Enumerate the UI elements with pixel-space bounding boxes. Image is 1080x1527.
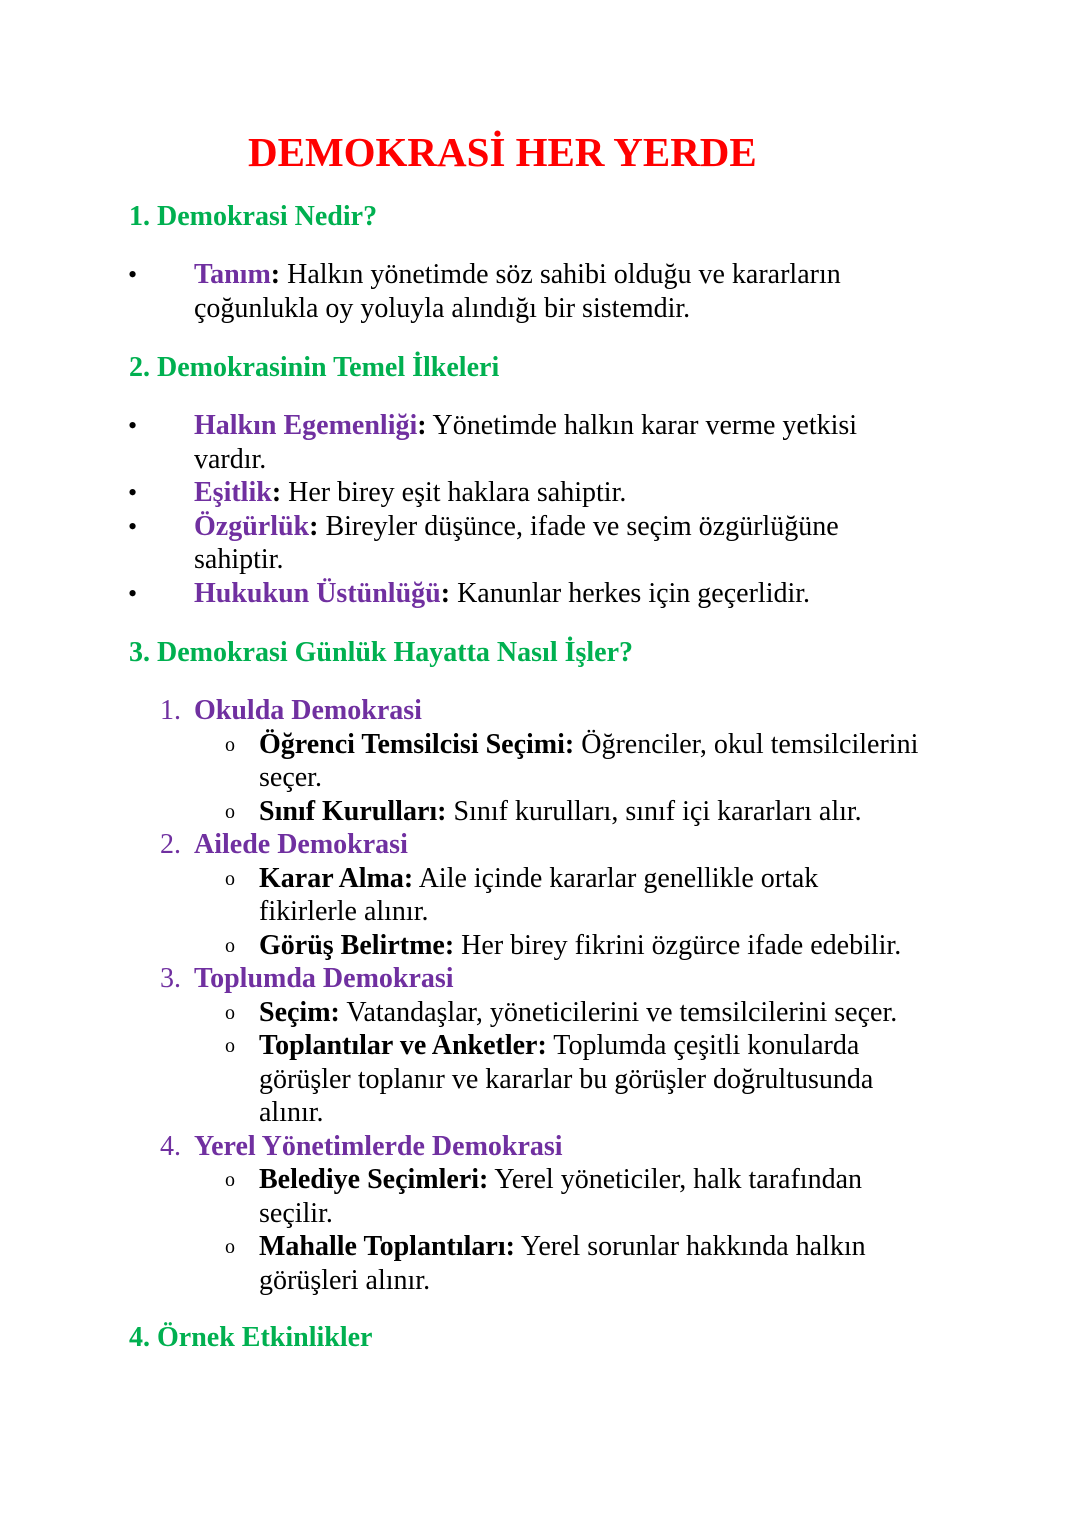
bullet-text: Halkın yönetimde söz sahibi olduğu ve kararların bbox=[280, 259, 841, 290]
bullet-icon: • bbox=[128, 578, 138, 608]
numbered-item bbox=[128, 962, 1028, 996]
section-3-list bbox=[128, 694, 1028, 1297]
circle-bullet-icon: o bbox=[225, 1236, 235, 1258]
circle-bullet-icon: o bbox=[225, 1169, 235, 1191]
sub-term: Mahalle Toplantıları: bbox=[259, 1231, 515, 1262]
sub-item bbox=[128, 1163, 1028, 1230]
sub-term: Seçim: bbox=[259, 996, 340, 1028]
sub-text: Öğrenciler, okul temsilcilerini bbox=[574, 728, 919, 760]
bullet-term: Hukukun Üstünlüğü bbox=[194, 577, 441, 609]
circle-bullet-icon: o bbox=[225, 733, 235, 756]
sub-text: Vatandaşlar, yöneticilerini ve temsilcilerini seçer. bbox=[339, 996, 898, 1028]
numbered-item bbox=[128, 828, 1028, 862]
sub-text-continued: görüşler toplanır ve kararlar bu görüşler doğrultusunda bbox=[259, 1063, 874, 1095]
sub-item bbox=[128, 929, 1028, 963]
item-title: Yerel Yönetimlerde Demokrasi bbox=[194, 1130, 563, 1162]
sub-term: Görüş Belirtme: bbox=[259, 929, 455, 961]
section-heading-1: 1. Demokrasi Nedir? bbox=[129, 201, 378, 232]
bullet-text-continued: sahiptir. bbox=[194, 544, 284, 575]
item-title: Okulda Demokrasi bbox=[194, 695, 422, 726]
list-item: • Özgürlük: Bireyler düşünce, ifade ve seçim özgürlüğüne sahiptir. bbox=[128, 510, 839, 575]
sub-item bbox=[128, 996, 1028, 1030]
list-item: • Halkın Egemenliği: Yönetimde halkın karar verme yetkisi vardır. bbox=[128, 410, 858, 475]
sub-term: Sınıf Kurulları: bbox=[259, 795, 447, 827]
list-item: • Hukukun Üstünlüğü: Kanunlar herkes için geçerlidir. bbox=[128, 577, 811, 609]
sub-text-continued: seçer. bbox=[259, 762, 322, 793]
bullet-icon: • bbox=[128, 411, 138, 440]
sub-item bbox=[128, 728, 1028, 795]
sub-term: Belediye Seçimleri: bbox=[259, 1164, 489, 1195]
list-item: • Eşitlik: Her birey eşit haklara sahiptir. bbox=[128, 477, 627, 508]
sub-text: Sınıf kurulları, sınıf içi kararları alır. bbox=[446, 795, 862, 827]
sub-text-continued: fikirlerle alınır. bbox=[259, 896, 429, 927]
sub-text: Toplumda çeşitli konularda bbox=[546, 1030, 860, 1061]
bullet-icon: • bbox=[128, 478, 138, 507]
numbered-item bbox=[128, 1130, 1028, 1164]
item-number: 2. bbox=[160, 829, 181, 860]
section-2-list bbox=[128, 409, 1028, 610]
bullet-text: Her birey eşit haklara sahiptir. bbox=[281, 477, 627, 508]
circle-bullet-icon: o bbox=[225, 1035, 235, 1057]
sub-term: Toplantılar ve Anketler: bbox=[259, 1030, 547, 1061]
circle-bullet-icon: o bbox=[225, 934, 235, 957]
bullet-text: Kanunlar herkes için geçerlidir. bbox=[450, 577, 811, 609]
sub-text-continued: görüşleri alınır. bbox=[259, 1264, 431, 1296]
bullet-icon: • bbox=[128, 260, 138, 289]
circle-bullet-icon: o bbox=[225, 867, 235, 890]
item-title: Toplumda Demokrasi bbox=[194, 963, 454, 994]
numbered-item bbox=[128, 694, 1028, 728]
bullet-icon: • bbox=[128, 511, 138, 541]
sub-term: Karar Alma: bbox=[259, 862, 414, 894]
item-number: 4. bbox=[160, 1130, 181, 1162]
sub-term: Öğrenci Temsilcisi Seçimi: bbox=[259, 728, 575, 760]
sub-item bbox=[128, 1230, 1028, 1297]
circle-bullet-icon: o bbox=[225, 1001, 235, 1024]
sub-text: Aile içinde kararlar genellikle ortak bbox=[413, 862, 819, 894]
bullet-term: Halkın Egemenliği bbox=[194, 410, 418, 441]
sub-text: Her birey fikrini özgürce ifade edebilir. bbox=[454, 929, 902, 961]
circle-bullet-icon: o bbox=[225, 800, 235, 823]
sub-item bbox=[128, 862, 1028, 929]
bullet-text: Bireyler düşünce, ifade ve seçim özgürlüğüne bbox=[318, 510, 839, 542]
section-1-list bbox=[128, 258, 1028, 325]
item-title: Ailede Demokrasi bbox=[194, 829, 408, 860]
sub-item bbox=[128, 795, 1028, 829]
sub-item bbox=[128, 1029, 1028, 1130]
bullet-term: Tanım bbox=[194, 259, 271, 290]
sub-text-continued: alınır. bbox=[259, 1097, 324, 1128]
sub-text: Yerel yöneticiler, halk tarafından bbox=[488, 1164, 862, 1195]
list-item: • Tanım: Halkın yönetimde söz sahibi olduğu ve kararların çoğunlukla oy yoluyla alındığı bir sistemdir. bbox=[128, 259, 841, 324]
bullet-term: Eşitlik bbox=[194, 477, 272, 508]
section-heading-4: 4. Örnek Etkinlikler bbox=[129, 1322, 373, 1353]
item-number: 1. bbox=[160, 695, 181, 726]
bullet-text-continued: vardır. bbox=[194, 443, 267, 475]
bullet-term: Özgürlük bbox=[194, 510, 310, 542]
bullet-text-continued: çoğunlukla oy yoluyla alındığı bir sistemdir. bbox=[194, 292, 691, 324]
section-heading-3: 3. Demokrasi Günlük Hayatta Nasıl İşler? bbox=[129, 637, 634, 668]
section-heading-2: 2. Demokrasinin Temel İlkeleri bbox=[129, 352, 500, 383]
item-number: 3. bbox=[160, 963, 181, 994]
sub-text: Yerel sorunlar hakkında halkın bbox=[514, 1231, 866, 1262]
bullet-text: Yönetimde halkın karar verme yetkisi bbox=[426, 410, 858, 441]
sub-text-continued: seçilir. bbox=[259, 1197, 333, 1229]
page-title: DEMOKRASİ HER YERDE bbox=[248, 129, 757, 175]
